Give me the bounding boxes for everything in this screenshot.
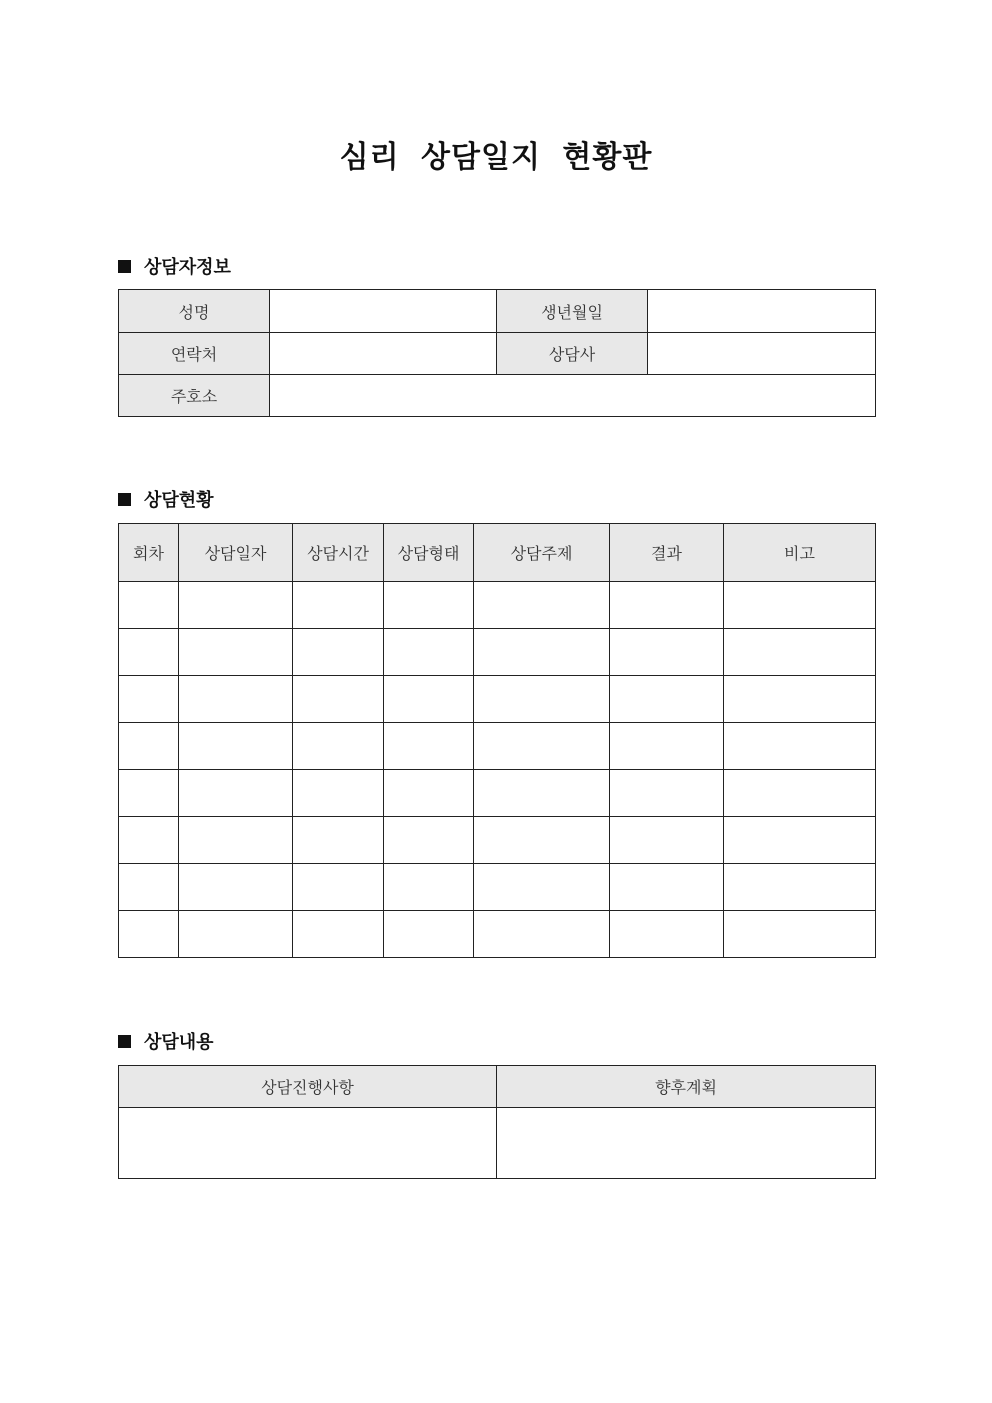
- page-title: 심리 상담일지 현황판: [339, 140, 653, 175]
- square-bullet-icon: [118, 260, 131, 273]
- date-cell[interactable]: [179, 864, 293, 911]
- column-header-result: 결과: [610, 524, 724, 582]
- result-cell[interactable]: [610, 770, 724, 817]
- notes-cell[interactable]: [724, 911, 876, 958]
- birthdate-label: 생년월일: [497, 290, 648, 333]
- table-row: [119, 817, 876, 864]
- time-cell[interactable]: [293, 911, 384, 958]
- table-header-row: [119, 524, 876, 582]
- section-heading-content: [118, 1028, 214, 1054]
- client-info-table: [118, 289, 876, 417]
- time-cell[interactable]: [293, 770, 384, 817]
- time-cell[interactable]: [293, 817, 384, 864]
- chief-complaint-field[interactable]: [270, 375, 876, 417]
- type-cell[interactable]: [384, 911, 474, 958]
- topic-cell[interactable]: [474, 911, 610, 958]
- table-row: [119, 770, 876, 817]
- counseling-content-table: [118, 1065, 876, 1179]
- section-heading-label: 상담현황: [144, 490, 214, 511]
- column-header-notes: 비고: [724, 524, 876, 582]
- counselor-field[interactable]: [648, 333, 876, 375]
- table-row: [119, 723, 876, 770]
- name-field[interactable]: [270, 290, 497, 333]
- table-row: [119, 1108, 876, 1179]
- time-cell[interactable]: [293, 676, 384, 723]
- section-heading-label: 상담내용: [144, 1032, 214, 1053]
- type-cell[interactable]: [384, 723, 474, 770]
- session-number-cell[interactable]: [119, 723, 179, 770]
- type-cell[interactable]: [384, 770, 474, 817]
- date-cell[interactable]: [179, 676, 293, 723]
- counselor-label: 상담사: [497, 333, 648, 375]
- type-cell[interactable]: [384, 817, 474, 864]
- session-number-cell[interactable]: [119, 911, 179, 958]
- session-number-cell[interactable]: [119, 582, 179, 629]
- client-info-row: [119, 333, 876, 375]
- result-cell[interactable]: [610, 676, 724, 723]
- contact-field[interactable]: [270, 333, 497, 375]
- topic-cell[interactable]: [474, 864, 610, 911]
- session-number-cell[interactable]: [119, 629, 179, 676]
- table-header-row: [119, 1066, 876, 1108]
- column-header-type: 상담형태: [384, 524, 474, 582]
- column-header-topic: 상담주제: [474, 524, 610, 582]
- type-cell[interactable]: [384, 582, 474, 629]
- square-bullet-icon: [118, 1035, 131, 1048]
- date-cell[interactable]: [179, 817, 293, 864]
- column-header-progress: 상담진행사항: [119, 1066, 497, 1108]
- table-row: [119, 582, 876, 629]
- result-cell[interactable]: [610, 864, 724, 911]
- chief-complaint-label: 주호소: [119, 375, 270, 417]
- square-bullet-icon: [118, 493, 131, 506]
- table-row: [119, 629, 876, 676]
- session-number-cell[interactable]: [119, 817, 179, 864]
- date-cell[interactable]: [179, 629, 293, 676]
- topic-cell[interactable]: [474, 582, 610, 629]
- topic-cell[interactable]: [474, 817, 610, 864]
- column-header-time: 상담시간: [293, 524, 384, 582]
- session-number-cell[interactable]: [119, 676, 179, 723]
- name-label: 성명: [119, 290, 270, 333]
- session-number-cell[interactable]: [119, 864, 179, 911]
- time-cell[interactable]: [293, 629, 384, 676]
- time-cell[interactable]: [293, 864, 384, 911]
- session-number-cell[interactable]: [119, 770, 179, 817]
- notes-cell[interactable]: [724, 770, 876, 817]
- notes-cell[interactable]: [724, 629, 876, 676]
- result-cell[interactable]: [610, 629, 724, 676]
- result-cell[interactable]: [610, 817, 724, 864]
- date-cell[interactable]: [179, 911, 293, 958]
- section-heading-client-info: [118, 253, 231, 279]
- section-heading-status: [118, 486, 214, 512]
- notes-cell[interactable]: [724, 817, 876, 864]
- topic-cell[interactable]: [474, 676, 610, 723]
- time-cell[interactable]: [293, 723, 384, 770]
- notes-cell[interactable]: [724, 723, 876, 770]
- time-cell[interactable]: [293, 582, 384, 629]
- notes-cell[interactable]: [724, 676, 876, 723]
- notes-cell[interactable]: [724, 864, 876, 911]
- date-cell[interactable]: [179, 723, 293, 770]
- future-plan-field[interactable]: [497, 1108, 876, 1179]
- result-cell[interactable]: [610, 582, 724, 629]
- topic-cell[interactable]: [474, 770, 610, 817]
- birthdate-field[interactable]: [648, 290, 876, 333]
- table-row: [119, 864, 876, 911]
- column-header-session-number: 회차: [119, 524, 179, 582]
- result-cell[interactable]: [610, 723, 724, 770]
- contact-label: 연락처: [119, 333, 270, 375]
- topic-cell[interactable]: [474, 629, 610, 676]
- topic-cell[interactable]: [474, 723, 610, 770]
- date-cell[interactable]: [179, 582, 293, 629]
- notes-cell[interactable]: [724, 582, 876, 629]
- date-cell[interactable]: [179, 770, 293, 817]
- column-header-future-plan: 향후계획: [497, 1066, 876, 1108]
- table-row: [119, 676, 876, 723]
- type-cell[interactable]: [384, 676, 474, 723]
- column-header-date: 상담일자: [179, 524, 293, 582]
- session-rows: [119, 582, 876, 958]
- session-status-table: [118, 523, 876, 958]
- type-cell[interactable]: [384, 629, 474, 676]
- result-cell[interactable]: [610, 911, 724, 958]
- client-info-row: [119, 375, 876, 417]
- section-heading-label: 상담자정보: [144, 257, 231, 278]
- table-row: [119, 911, 876, 958]
- type-cell[interactable]: [384, 864, 474, 911]
- progress-field[interactable]: [119, 1108, 497, 1179]
- client-info-row: [119, 290, 876, 333]
